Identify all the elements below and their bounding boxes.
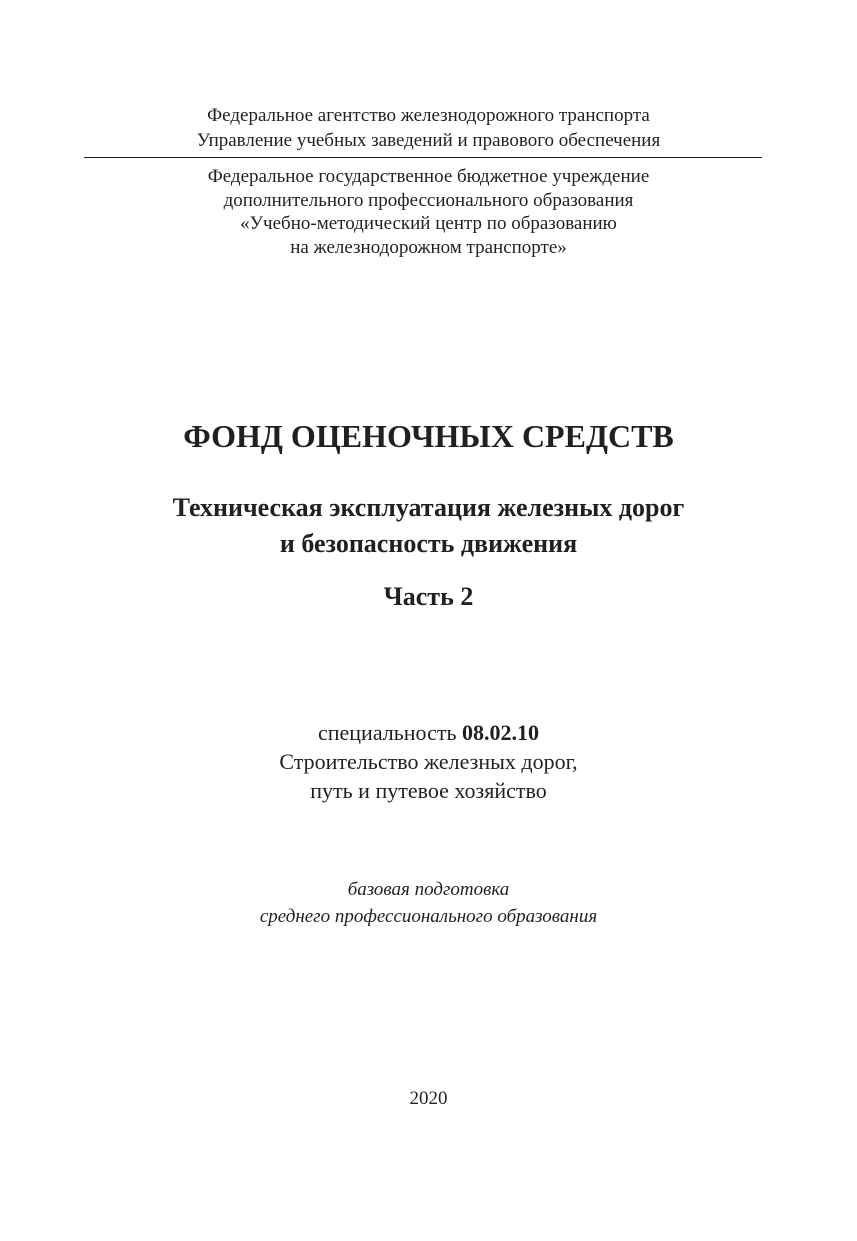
subject-title	[0, 490, 857, 562]
specialty-name-line: путь и путевое хозяйство	[310, 778, 547, 803]
publication-year: 2020	[409, 1088, 448, 1109]
specialty-label: специальность	[317, 720, 457, 745]
institution-line: дополнительного профессионального образования	[223, 189, 634, 211]
institution-line: «Учебно-методический центр по образованию	[240, 213, 617, 234]
department-name: Управление учебных заведений и правового обеспечения	[196, 130, 661, 151]
subject-line: и безопасность движения	[279, 529, 578, 558]
education-level-line: базовая подготовка	[347, 879, 510, 900]
specialty-name-line: Строительство железных дорог,	[279, 749, 578, 774]
document-title: ФОНД ОЦЕНОЧНЫХ СРЕДСТВ	[183, 418, 674, 454]
header-divider	[84, 157, 762, 158]
specialty-block	[0, 718, 857, 805]
agency-header	[0, 103, 857, 153]
specialty-code: 08.02.10	[462, 720, 540, 745]
institution-line: Федеральное государственное бюджетное учреждение	[207, 166, 650, 187]
specialty-heading	[0, 718, 857, 747]
institution-line: на железнодорожном транспорте»	[290, 236, 567, 258]
agency-name: Федеральное агентство железнодорожного транспорта	[207, 105, 650, 126]
education-level-line: среднего профессионального образования	[259, 906, 598, 927]
education-level	[0, 876, 857, 930]
subject-line: Техническая эксплуатация железных дорог	[172, 493, 685, 522]
part-label: Часть 2	[383, 582, 474, 611]
institution-block	[0, 165, 857, 259]
